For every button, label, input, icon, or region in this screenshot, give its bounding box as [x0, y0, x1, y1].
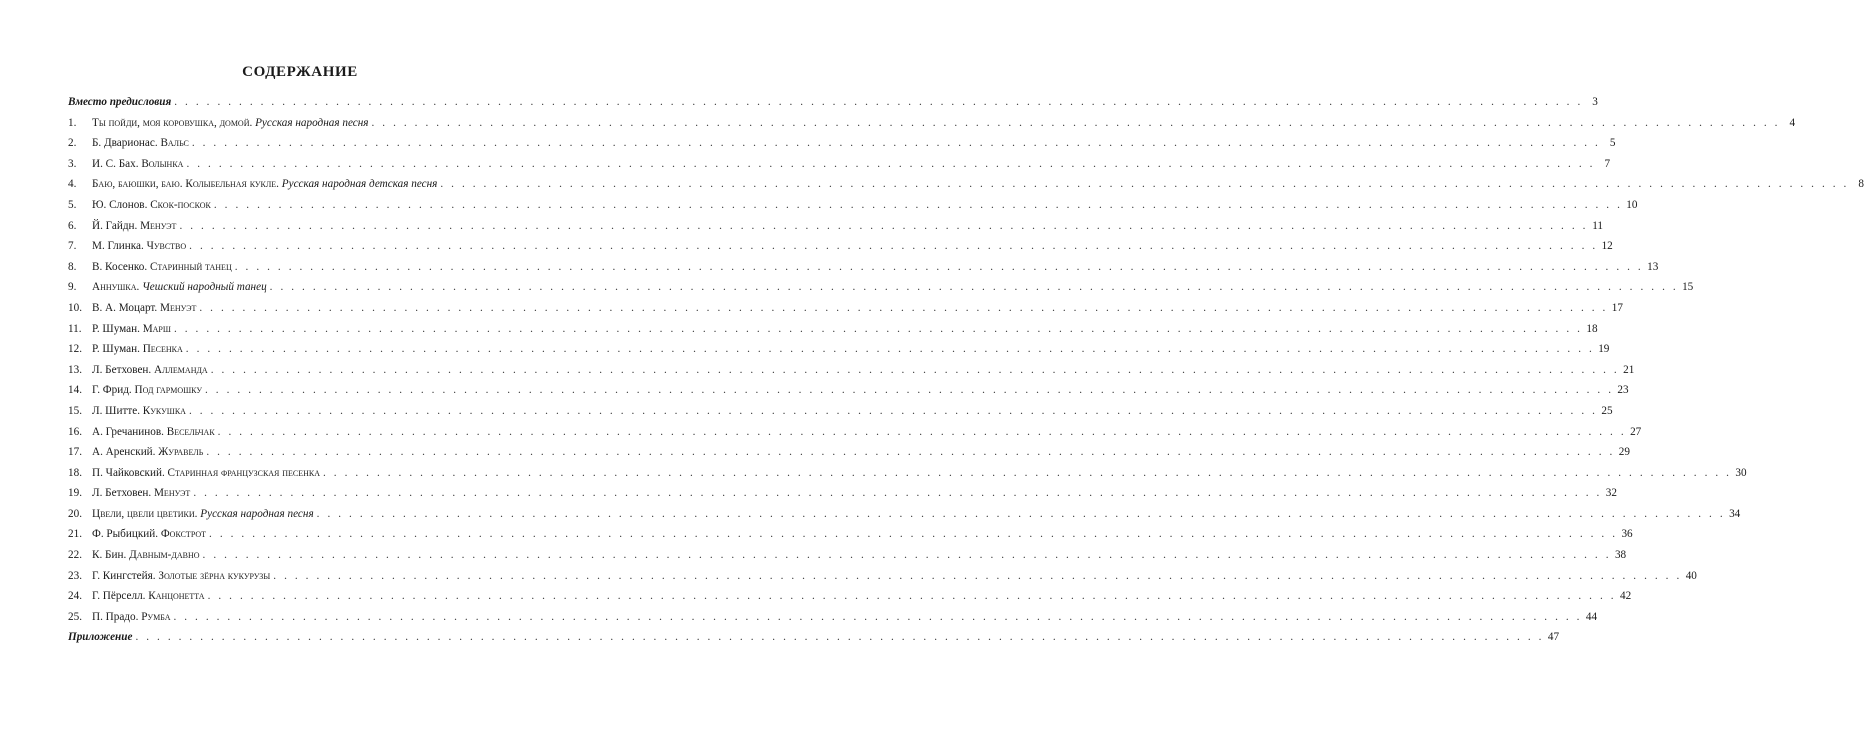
page-title: СОДЕРЖАНИЕ	[242, 64, 358, 80]
entry-number: 23.	[68, 569, 82, 582]
entry-work: Менуэт	[153, 487, 191, 500]
entry-subtitle: Чешский народный танец	[142, 281, 267, 294]
entry-number: 12.	[68, 343, 82, 356]
dot-leader	[208, 586, 1617, 607]
entry-number: 6.	[68, 219, 77, 232]
page-number: 40	[1685, 569, 1697, 582]
toc-entry	[68, 586, 1632, 607]
toc-entry	[68, 236, 1613, 257]
entry-text	[92, 607, 170, 628]
page-number: 32	[1605, 487, 1617, 500]
page-number: 8	[1858, 178, 1864, 191]
dot-leader	[440, 174, 1849, 195]
entry-author: А. Аренский.	[92, 446, 156, 459]
entry-number: 3.	[68, 157, 77, 170]
entry-author: П. Прадо.	[92, 610, 139, 623]
entry-number: 22.	[68, 549, 82, 562]
entry-work: Давным-давно	[129, 549, 200, 562]
entry-text	[92, 463, 320, 484]
toc-entry	[68, 133, 1616, 154]
dot-leader	[270, 277, 1679, 298]
page-number: 12	[1601, 240, 1613, 253]
toc-entry	[68, 339, 1610, 360]
toc-entry	[68, 92, 1598, 113]
entry-text	[92, 174, 437, 195]
page-number: 21	[1623, 363, 1635, 376]
dot-leader	[235, 257, 1644, 278]
entry-number: 8.	[68, 260, 77, 273]
dot-leader	[371, 113, 1780, 134]
dot-leader	[323, 463, 1732, 484]
entry-text	[92, 216, 176, 237]
dot-leader	[205, 380, 1614, 401]
entry-work: Старинная французская песенка	[167, 466, 320, 479]
entry-work: Песенка	[142, 343, 183, 356]
page-number: 29	[1618, 446, 1630, 459]
page-number: 44	[1585, 610, 1598, 623]
toc-entry	[68, 298, 1623, 319]
section-heading: Приложение	[68, 631, 133, 644]
page-number: 19	[1598, 343, 1610, 356]
dot-leader	[174, 319, 1583, 340]
toc-entry	[68, 566, 1697, 587]
dot-leader	[211, 360, 1620, 381]
entry-author: Ф. Рыбицкий.	[92, 528, 159, 541]
entry-number: 11.	[68, 322, 82, 335]
page-number: 36	[1621, 528, 1633, 541]
page-number: 4	[1789, 116, 1796, 129]
toc-entry	[68, 545, 1627, 566]
entry-number: 24.	[68, 590, 82, 603]
entry-author: Ю. Слонов.	[92, 198, 148, 211]
entry-work: Волынка	[141, 157, 184, 170]
entry-text	[92, 319, 171, 340]
page-number: 10	[1626, 198, 1638, 211]
dot-leader	[179, 216, 1588, 237]
entry-work: Чувство	[146, 240, 187, 253]
entry-number: 7.	[68, 240, 77, 253]
entry-number: 5.	[68, 198, 77, 211]
page-number: 13	[1647, 260, 1659, 273]
entry-text	[92, 257, 232, 278]
dot-leader	[189, 401, 1598, 422]
entry-author: П. Чайковский.	[92, 466, 165, 479]
dot-leader	[189, 236, 1598, 257]
entry-text	[92, 524, 206, 545]
entry-text	[92, 298, 196, 319]
entry-text	[92, 442, 203, 463]
entry-author: Г. Фрид.	[92, 384, 132, 397]
entry-author: Р. Шуман.	[92, 322, 140, 335]
entry-author: М. Глинка.	[92, 240, 144, 253]
entry-author: А. Гречанинов.	[92, 425, 164, 438]
toc-entry	[68, 195, 1638, 216]
entry-work: Весельчак	[166, 425, 215, 438]
entry-text	[68, 92, 171, 113]
entry-number: 2.	[68, 137, 77, 150]
entry-text	[92, 401, 186, 422]
toc-entry	[68, 401, 1613, 422]
entry-author: К. Бин.	[92, 549, 127, 562]
dot-leader	[203, 545, 1612, 566]
entry-author: Л. Бетховен.	[92, 487, 152, 500]
toc-entry	[68, 463, 1747, 484]
entry-number: 25.	[68, 610, 82, 623]
toc-entry	[68, 524, 1633, 545]
toc-entry	[68, 174, 1864, 195]
entry-text	[92, 195, 211, 216]
entry-number: 18.	[68, 466, 82, 479]
entry-work: Золотые зёрна кукурузы	[158, 569, 271, 582]
dot-leader	[174, 92, 1583, 113]
page-number: 3	[1592, 96, 1598, 108]
entry-author: Л. Бетховен.	[92, 363, 152, 376]
dot-leader	[214, 195, 1623, 216]
dot-leader	[135, 627, 1544, 648]
toc-entry	[68, 113, 1796, 134]
page-number: 5	[1609, 137, 1616, 150]
entry-author: Л. Шитте.	[92, 404, 140, 417]
entry-author: Б. Дварионас.	[92, 137, 158, 150]
toc-entry	[68, 360, 1635, 381]
entry-number: 10.	[68, 301, 82, 314]
toc-entry	[68, 483, 1617, 504]
entry-text	[68, 627, 132, 648]
toc-entry	[68, 257, 1659, 278]
page-number: 18	[1586, 322, 1598, 335]
entry-subtitle: Русская народная детская песня	[281, 178, 438, 191]
entry-work: Марш	[142, 322, 171, 335]
toc-entry	[68, 216, 1604, 237]
dot-leader	[186, 154, 1595, 175]
entry-work: Вальс	[160, 137, 189, 150]
entry-number: 17.	[68, 446, 82, 459]
dot-leader	[273, 566, 1682, 587]
toc-entry	[68, 442, 1630, 463]
entry-text	[92, 422, 215, 443]
page-number: 25	[1601, 404, 1613, 417]
entry-author: Р. Шуман.	[92, 343, 140, 356]
entry-author: Й. Гайдн.	[92, 219, 138, 232]
entry-number: 13.	[68, 363, 82, 376]
entry-number: 21.	[68, 528, 82, 541]
dot-leader	[193, 483, 1602, 504]
page-number: 47	[1547, 631, 1560, 644]
entry-author: В. А. Моцарт.	[92, 301, 158, 314]
page-number: 34	[1729, 507, 1741, 520]
entry-work: Баю, баюшки, баю. Колыбельная кукле.	[92, 178, 279, 191]
page-number: 11	[1592, 219, 1604, 232]
entry-author: Г. Кингстейя.	[92, 569, 156, 582]
dot-leader	[192, 133, 1601, 154]
entry-work: Скок-поскок	[150, 198, 211, 211]
entry-text	[92, 566, 270, 587]
page-number: 30	[1735, 466, 1747, 479]
dot-leader	[317, 504, 1726, 525]
entry-subtitle: Русская народная песня	[200, 507, 314, 520]
dot-leader	[218, 422, 1627, 443]
entry-text	[92, 133, 189, 154]
page-number: 38	[1614, 549, 1627, 562]
table-of-contents	[68, 92, 1864, 648]
entry-work: Фокстрот	[160, 528, 207, 541]
toc-entry	[68, 607, 1598, 628]
entry-work: Ты пойди, моя коровушка, домой.	[92, 116, 253, 129]
entry-work: Румба	[141, 610, 171, 623]
entry-number: 15.	[68, 404, 82, 417]
entry-author: И. С. Бах.	[92, 157, 139, 170]
entry-work: Канцонетта	[148, 590, 205, 603]
entry-number: 16.	[68, 425, 82, 438]
toc-entry	[68, 504, 1741, 525]
entry-work: Менуэт	[140, 219, 177, 232]
entry-number: 14.	[68, 384, 82, 397]
entry-author: В. Косенко.	[92, 260, 148, 273]
entry-text	[92, 277, 267, 298]
page-number: 23	[1617, 384, 1629, 397]
entry-work: Под гармошку	[134, 384, 203, 397]
entry-work: Кукушка	[142, 404, 186, 417]
entry-work: Старинный танец	[149, 260, 232, 273]
entry-work: Цвели, цвели цветики.	[92, 507, 198, 520]
entry-work: Аллеманда	[153, 363, 208, 376]
dot-leader	[173, 607, 1582, 628]
entry-text	[92, 113, 368, 134]
entry-text	[92, 360, 208, 381]
entry-subtitle: Русская народная песня	[255, 116, 369, 129]
entry-text	[92, 236, 186, 257]
toc-entry	[68, 277, 1694, 298]
dot-leader	[206, 442, 1615, 463]
entry-text	[92, 380, 202, 401]
entry-number: 9.	[68, 281, 77, 294]
entry-work: Аннушка.	[92, 281, 140, 294]
page-number: 17	[1611, 301, 1623, 314]
page-number: 7	[1604, 157, 1611, 170]
entry-work: Менуэт	[160, 301, 197, 314]
entry-number: 1.	[68, 116, 77, 129]
entry-work: Журавель	[158, 446, 204, 459]
toc-entry	[68, 380, 1629, 401]
entry-text	[92, 586, 205, 607]
toc-entry	[68, 319, 1598, 340]
entry-number: 20.	[68, 507, 82, 520]
entry-number: 4.	[68, 178, 77, 191]
toc-entry	[68, 422, 1642, 443]
dot-leader	[209, 524, 1618, 545]
entry-text	[92, 483, 190, 504]
entry-number: 19.	[68, 487, 82, 500]
entry-author: Г. Пёрселл.	[92, 590, 146, 603]
section-heading: Вместо предисловия	[68, 96, 172, 108]
dot-leader	[199, 298, 1608, 319]
entry-text	[92, 545, 200, 566]
entry-text	[92, 339, 183, 360]
page-number: 42	[1619, 590, 1632, 603]
page-number: 15	[1682, 281, 1694, 294]
toc-entry	[68, 627, 1560, 648]
entry-text	[92, 154, 183, 175]
page-number: 27	[1630, 425, 1642, 438]
entry-text	[92, 504, 314, 525]
toc-entry	[68, 154, 1611, 175]
dot-leader	[186, 339, 1595, 360]
